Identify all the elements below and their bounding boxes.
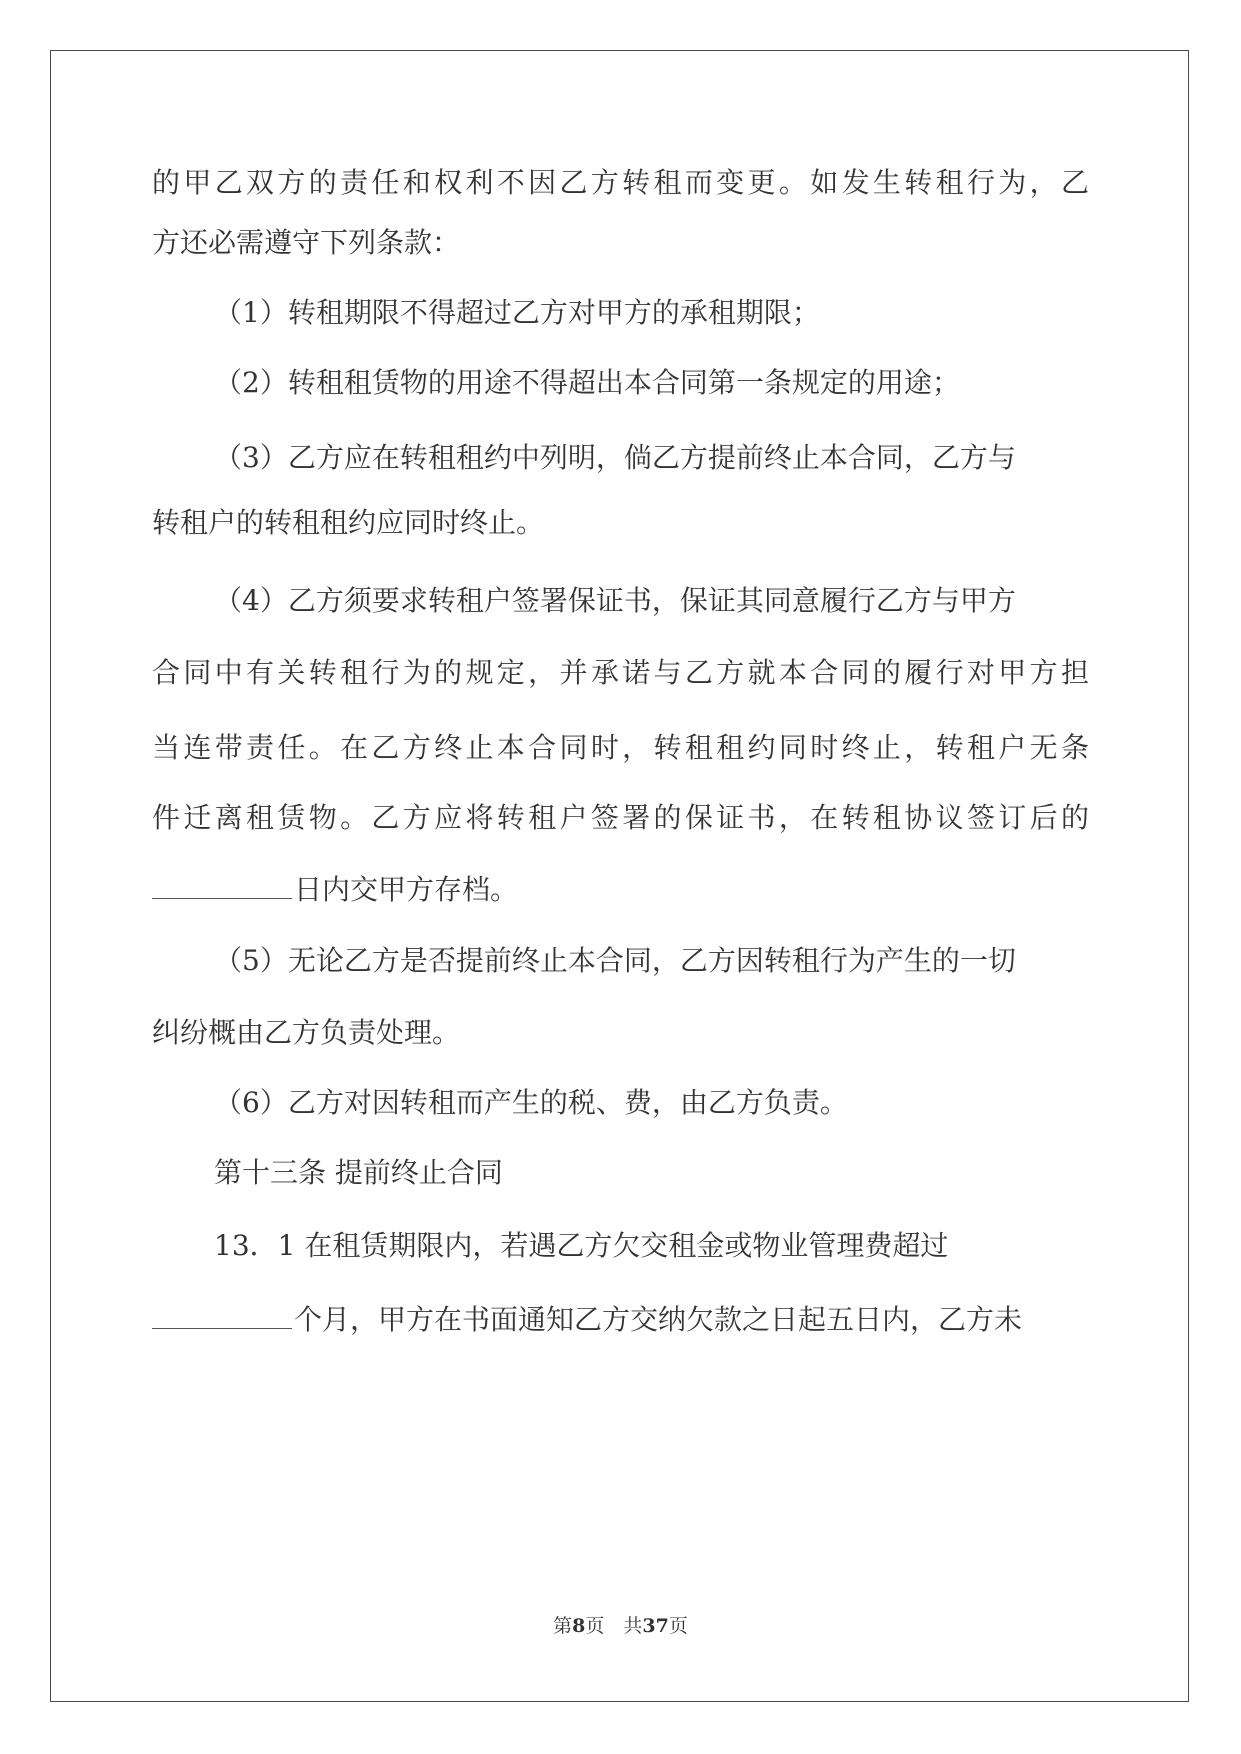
footer-middle: 页 共 [585, 1615, 643, 1637]
text-line-13: 纠纷概由乙方负责处理。 [152, 1016, 461, 1049]
total-page-number: 37 [642, 1615, 669, 1637]
text-line-8: 合 同 中 有 关 转 租 行 为 的 规 定 ， 并 承 诺 与 乙 方 就 本 合 同 的 履 行 对 甲 方 担 [152, 656, 1089, 689]
text-line-9: 当 连 带 责 任 。 在 乙 方 终 止 本 合 同 时 ， 转 租 租 约 同 时 终 止 ， 转 租 户 无 条 [152, 731, 1089, 764]
text-line-11 [152, 868, 518, 910]
text-line-2: 方还必需遵守下列条款： [152, 226, 461, 259]
footer-suffix: 页 [668, 1615, 688, 1637]
text-line-3: （1）转租期限不得超过乙方对甲方的承租期限； [214, 296, 820, 329]
page-footer [0, 1614, 1241, 1638]
text-line-14: （6）乙方对因转租而产生的税、费，由乙方负责。 [214, 1086, 848, 1119]
text-line-16: 13．1 在租赁期限内，若遇乙方欠交租金或物业管理费超过 [214, 1229, 949, 1262]
text-line-7: （4）乙方须要求转租户签署保证书，保证其同意履行乙方与甲方 [214, 584, 1016, 617]
fill-in-blank [152, 1298, 292, 1329]
text-line-10: 件 迁 离 租 赁 物 。 乙 方 应 将 转 租 户 签 署 的 保 证 书 ， 在 转 租 协 议 签 订 后 的 [152, 801, 1089, 834]
text-line-1: 的 甲 乙 双 方 的 责 任 和 权 利 不 因 乙 方 转 租 而 变 更 。 如 发 生 转 租 行 为 ， 乙 [152, 166, 1089, 199]
text-line-4: （2）转租租赁物的用途不得超出本合同第一条规定的用途； [214, 366, 960, 399]
text-line-17 [152, 1298, 1022, 1340]
text-line-12: （5）无论乙方是否提前终止本合同，乙方因转租行为产生的一切 [214, 944, 1016, 977]
footer-prefix: 第 [553, 1615, 573, 1637]
current-page-number: 8 [572, 1615, 586, 1637]
text-line-6: 转租户的转租租约应同时终止。 [152, 506, 545, 539]
fill-in-blank [152, 868, 292, 899]
text-line-5: （3）乙方应在转租租约中列明，倘乙方提前终止本合同，乙方与 [214, 441, 1016, 474]
text-line-17-text: 个月，甲方在书面通知乙方交纳欠款之日起五日内，乙方未 [294, 1303, 1023, 1336]
section-heading: 第十三条 提前终止合同 [214, 1156, 503, 1189]
text-line-11-text: 日内交甲方存档。 [294, 873, 519, 906]
